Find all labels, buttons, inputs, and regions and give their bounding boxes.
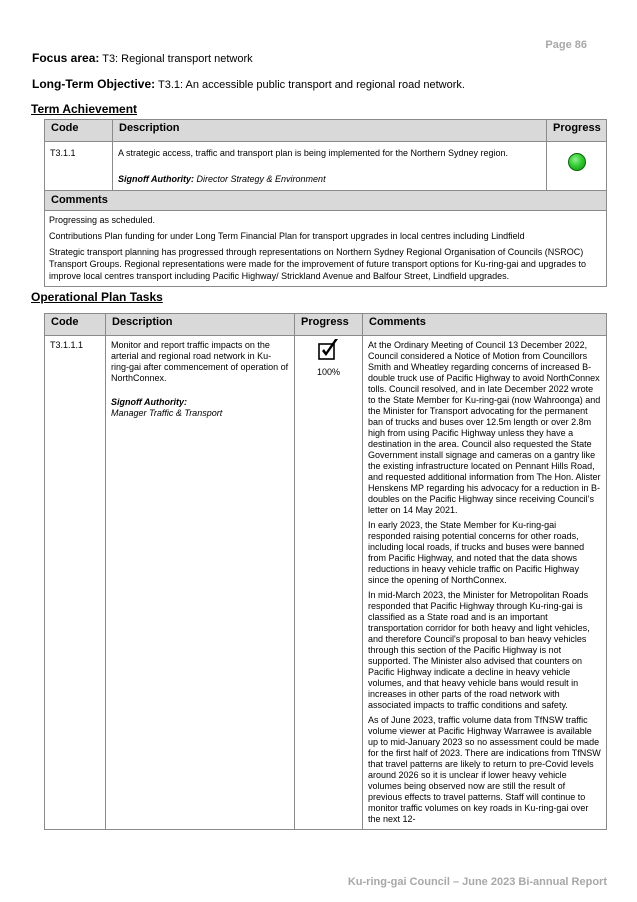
table-header-row (45, 314, 607, 336)
column-header-description: Description (106, 314, 295, 336)
focus-area (32, 51, 253, 65)
progress-cell (547, 142, 607, 191)
comment-paragraph: In mid-March 2023, the Minister for Metropolitan Roads responded that Pacific Highway through Ku-ring-gai is classified as a State road and is an important transportation corridor for both heavy and light vehicles, and therefore Council's proposal to ban heavy vehicles through this section of the Pacific Highway is not supported. The Minister also advised that counters on Pacific Highway indicate a decline in heavy vehicle volumes, and that heavy vehicle bans would result in increases in other parts of the road network with associated impacts to traffic conditions and safety. (368, 590, 590, 710)
objective-label: Long-Term Objective: (32, 77, 156, 91)
achievement-description: A strategic access, traffic and transport plan is being implemented for the Northern Sydney region. (118, 148, 509, 158)
table-row (45, 142, 607, 191)
column-header-code: Code (45, 314, 106, 336)
focus-area-label: Focus area: (32, 51, 100, 65)
task-code: T3.1.1.1 (45, 336, 106, 830)
operational-plan-title: Operational Plan Tasks (31, 290, 163, 304)
focus-area-value: T3: Regional transport network (102, 53, 253, 65)
checkbox-checked-icon (317, 338, 341, 367)
table-header-row (45, 120, 607, 142)
achievement-code: T3.1.1 (45, 142, 113, 191)
long-term-objective (32, 77, 465, 91)
progress-value: 100% (316, 367, 341, 377)
task-comments-cell (363, 336, 607, 830)
comments-header-row (45, 191, 607, 211)
comments-row (45, 211, 607, 287)
signoff-value: Manager Traffic & Transport (111, 408, 223, 418)
comments-header: Comments (45, 191, 607, 211)
task-description: Monitor and report traffic impacts on the arterial and regional road network in Ku-ring-gai after commencement of operation of NorthConnex. (111, 340, 289, 383)
page-number: Page 86 (545, 39, 587, 51)
signoff-label: Signoff Authority: (111, 397, 187, 407)
table-row (45, 336, 607, 830)
operational-plan-table (44, 313, 607, 830)
comment-paragraph: Progressing as scheduled. (49, 215, 156, 225)
column-header-code: Code (45, 120, 113, 142)
progress-cell (295, 336, 363, 830)
comment-paragraph: In early 2023, the State Member for Ku-ring-gai responded raising potential concerns for other roads, including local roads, if trucks and buses were banned from Pacific Highway, and noted that the data shows reductions in heavy vehicle traffic on Pacific Highway since the opening of NorthConnex. (368, 520, 585, 585)
status-green-dot-icon (568, 153, 586, 171)
comment-paragraph: Strategic transport planning has progressed through representations on Northern Sydney Regional Organisation of Councils (NSROC) Transport Groups. Regional representations were made for the improvement of future transport options for Ku-ring-gai and upgrades to improve local centres transport including Pacific Highway/ Strickland Avenue and Balfour Street, Lindfield upgrades. (49, 247, 586, 281)
comment-paragraph: As of June 2023, traffic volume data from TfNSW traffic volume viewer at Pacific Highway Warrawee is available up to mid-January 2023 so no assessment could be made for the first half of 2023. There are indications from TfNSW that travel patterns are likely to return to pre-Covid levels around 2026 so it is unclear if lower heavy vehicle volumes being observed now are still the result of previous effects to travel patterns. Staff will continue to monitor traffic volumes on key roads in Ku-ring-gai over the next 12- (368, 715, 601, 824)
task-description-cell (106, 336, 295, 830)
term-achievement-title: Term Achievement (31, 102, 138, 116)
signoff (118, 173, 541, 185)
column-header-description: Description (113, 120, 547, 142)
column-header-comments: Comments (363, 314, 607, 336)
column-header-progress: Progress (295, 314, 363, 336)
achievement-description-cell (113, 142, 547, 191)
comments-body (45, 211, 607, 287)
column-header-progress: Progress (547, 120, 607, 142)
objective-value: T3.1: An accessible public transport and regional road network. (157, 79, 465, 91)
comment-paragraph: At the Ordinary Meeting of Council 13 December 2022, Council considered a Notice of Motion from Councillors Smith and Wheatley regarding concerns of increased B-double truck use of Pacific Highway to avoid NorthConnex tolls. Council resolved, and in late December 2022 wrote to the State Member for Ku-ring-gai (now Wahroonga) and the Minister for Transport advocating for the permanent ban of trucks and buses over 12.5m length or over 2.8m high from using Pacific Highway unless they have a destination in the area. Council also requested the State Government install signage and cameras on a gantry like the existing infrastructure located on Pennant Hills Road, and requested additional information from The Hon. Alister Henskens MP regarding his advocacy for a reduction in B-doubles on the Pacific Highway since receiving Council’s letter on 14 May 2021. (368, 340, 601, 515)
signoff-value: Director Strategy & Environment (196, 174, 326, 184)
comment-paragraph: Contributions Plan funding for under Long Term Financial Plan for transport upgrades in local centres including Lindfield (49, 231, 525, 241)
term-achievement-table (44, 119, 607, 287)
footer: Ku-ring-gai Council – June 2023 Bi-annual Report (347, 876, 607, 888)
signoff-label: Signoff Authority: (118, 174, 194, 184)
